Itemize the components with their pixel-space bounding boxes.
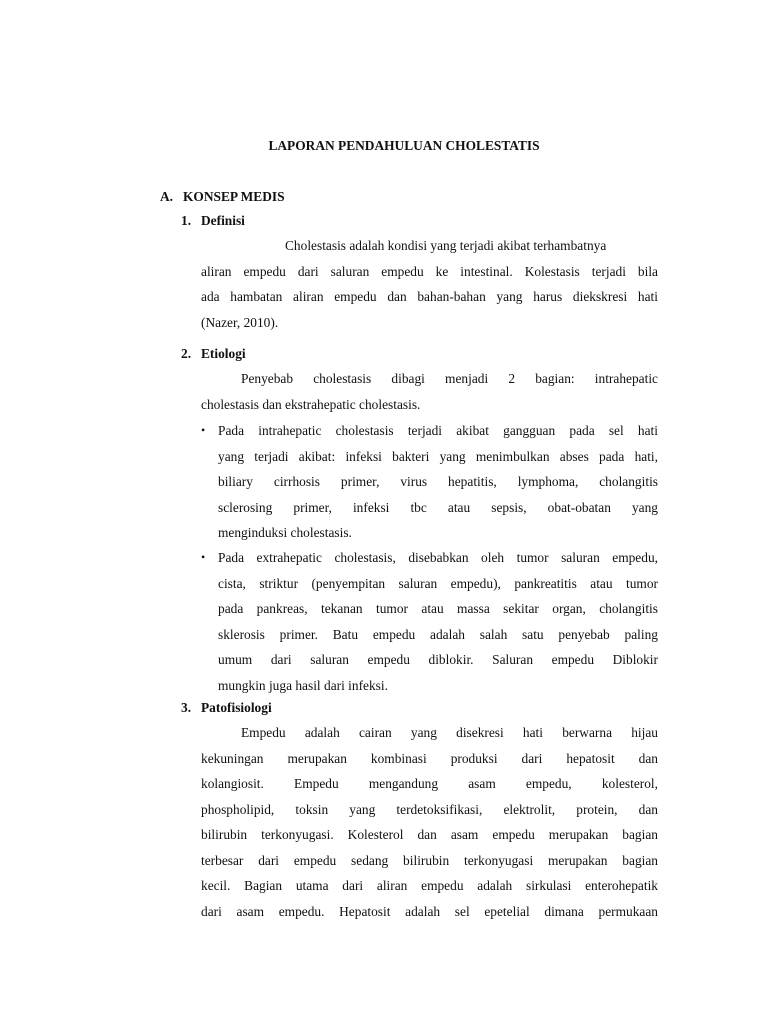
section-heading-konsep-medis [160, 188, 285, 206]
document-title: LAPORAN PENDAHULUAN CHOLESTATIS [268, 138, 540, 153]
paragraph-line: kolangiosit. Empedu mengandung asam empedu, kolesterol, [201, 776, 658, 791]
list-item-line: mungkin juga hasil dari infeksi. [218, 677, 388, 693]
list-item-line: sclerosing primer, infeksi tbc atau sepsis, obat-obatan yang [218, 499, 658, 515]
subheading-label: Etiologi [201, 346, 246, 361]
paragraph-line: cholestasis dan ekstrahepatic cholestasis. [201, 396, 421, 412]
paragraph-line: kekuningan merupakan kombinasi produksi dari hepatosit dan [201, 750, 658, 766]
bullet-icon: • [201, 550, 206, 564]
paragraph-line: terbesar dari empedu sedang bilirubin terkonyugasi merupakan bagian [201, 852, 658, 868]
paragraph-line: phospholipid, toksin yang terdetoksifikasi, elektrolit, protein, dan [201, 801, 658, 817]
subheading-number: 3. [181, 700, 192, 715]
paragraph-line: kecil. Bagian utama dari aliran empedu adalah sirkulasi enterohepatik [201, 878, 658, 893]
paragraph-line: Cholestasis adalah kondisi yang terjadi akibat terhambatnya [285, 238, 607, 253]
paragraph-line: aliran empedu dari saluran empedu ke intestinal. Kolestasis terjadi bila [201, 263, 658, 279]
list-item-line: biliary cirrhosis primer, virus hepatitis, lymphoma, cholangitis [218, 474, 658, 489]
section-letter: A. [160, 189, 174, 204]
paragraph-line: bilirubin terkonyugasi. Kolesterol dan asam empedu merupakan bagian [201, 827, 658, 842]
paragraph-etiologi [201, 366, 658, 417]
list-item-line: yang terjadi akibat: infeksi bakteri yang menimbulkan abses pada hati, [218, 448, 658, 464]
section-label: KONSEP MEDIS [183, 189, 285, 204]
paragraph-patofisiologi [201, 720, 658, 924]
list-item-line: pada pankreas, tekanan tumor atau massa sekitar organ, cholangitis [218, 601, 658, 616]
paragraph-line: ada hambatan aliran empedu dan bahan-bahan yang harus diekskresi hati [201, 289, 658, 304]
subheading-label: Patofisiologi [201, 700, 272, 715]
paragraph-line: dari asam empedu. Hepatosit adalah sel epetelial dimana permukaan [201, 903, 658, 919]
subheading-patofisiologi [181, 699, 272, 717]
subheading-number: 2. [181, 346, 192, 361]
list-item-line: Pada extrahepatic cholestasis, disebabkan oleh tumor saluran empedu, [218, 550, 658, 565]
bullet-icon: • [201, 423, 206, 437]
list-item-line: Pada intrahepatic cholestasis terjadi akibat gangguan pada sel hati [218, 423, 658, 438]
subheading-etiologi [181, 345, 246, 363]
subheading-label: Definisi [201, 213, 245, 228]
list-item-line: umum dari saluran empedu diblokir. Saluran empedu Diblokir [218, 652, 658, 667]
subheading-definisi [181, 212, 245, 230]
list-item-line: sklerosis primer. Batu empedu adalah salah satu penyebab paling [218, 626, 658, 642]
paragraph-line: Penyebab cholestasis dibagi menjadi 2 bagian: intrahepatic [241, 371, 658, 386]
list-item-line: cista, striktur (penyempitan saluran empedu), pankreatitis atau tumor [218, 575, 658, 591]
subheading-number: 1. [181, 213, 192, 228]
paragraph-definisi [201, 233, 658, 335]
paragraph-line: Empedu adalah cairan yang disekresi hati berwarna hijau [241, 725, 658, 740]
list-item-line: menginduksi cholestasis. [218, 525, 352, 540]
paragraph-line: (Nazer, 2010). [201, 314, 279, 330]
